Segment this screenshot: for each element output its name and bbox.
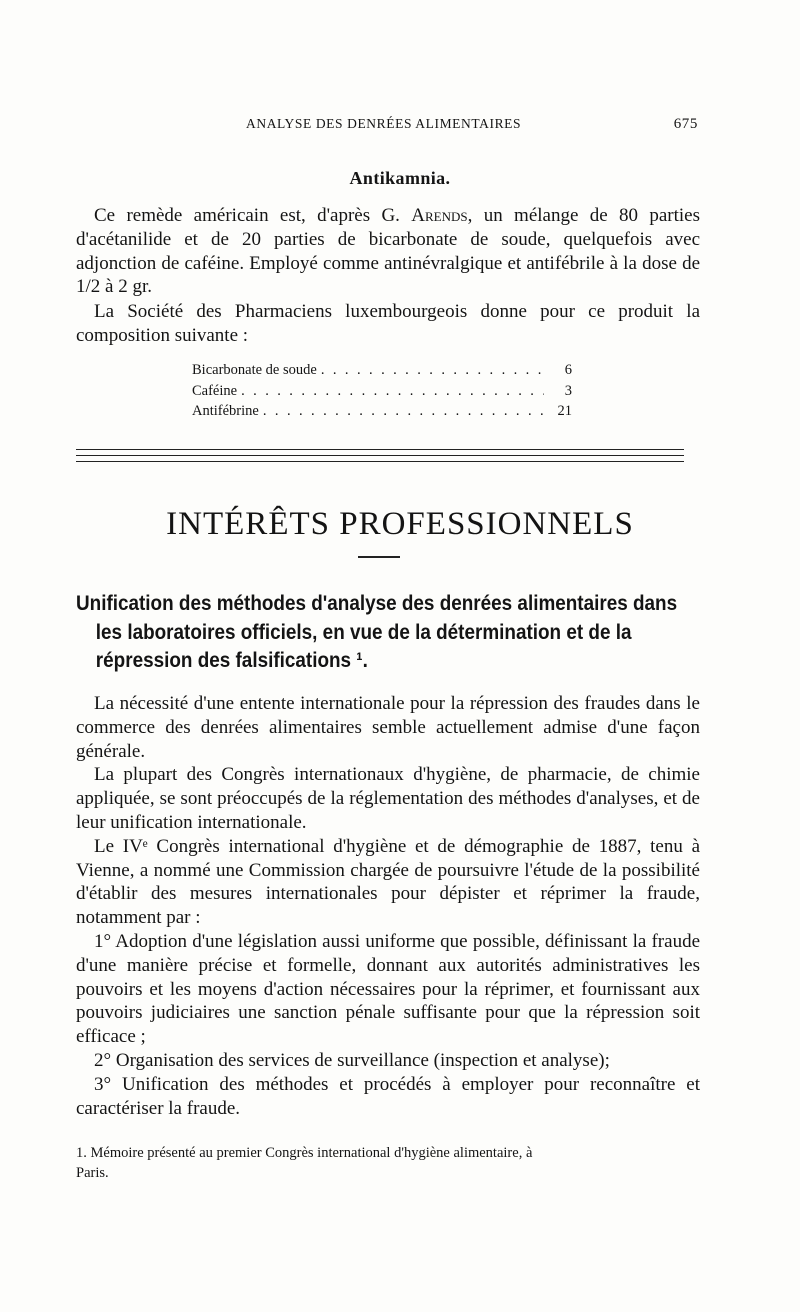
footnote <box>76 1143 700 1183</box>
section-heading: INTÉRÊTS PROFESSIONNELS <box>166 506 634 542</box>
p1-before: Ce remède américain est, d'après G. <box>94 205 412 226</box>
leader-dots <box>259 401 544 422</box>
article-title-line: répression des falsifications ¹. <box>95 649 368 672</box>
composition-value: 6 <box>564 362 572 378</box>
footnote-line: Paris. <box>76 1165 109 1181</box>
composition-list <box>192 360 572 422</box>
body-paragraph: La plupart des Congrès internationaux d'hygiène, de pharmacie, de chimie appliquée, se sont préoccupés de la réglementation des méthodes d'analyses, et de leur unification internationale. <box>76 764 700 833</box>
composition-row <box>192 360 572 381</box>
composition-value: 21 <box>557 403 572 419</box>
antikamnia-paragraph-1 <box>76 204 700 299</box>
heading-underline <box>358 556 400 558</box>
composition-value: 3 <box>564 382 572 399</box>
body-paragraph: 3° Unification des méthodes et procédés à employer pour reconnaître et caractériser la fraude. <box>76 1073 700 1119</box>
article-title-line: les laboratoires officiels, en vue de la détermination et de la <box>95 620 632 644</box>
leader-dots <box>317 360 544 381</box>
leader-dots <box>237 381 544 402</box>
page-number: 675 <box>673 116 698 132</box>
article-title <box>76 590 678 676</box>
divider-rule <box>76 449 684 450</box>
p1-after: , un mélange de 80 parties d'acétanilide et de 20 parties de bicarbonate de soude, quelquefois avec adjonction de caféine. Employé comme antinévralgique et antifébrile à la dose de 1/2 à 2 gr. <box>76 205 701 298</box>
article-title-line: Unification des méthodes d'analyse des denrées alimentaires dans <box>76 592 678 615</box>
footnote-line: 1. Mémoire présenté au premier Congrès international d'hygiène alimentaire, à <box>76 1145 533 1161</box>
author-name: Arends <box>411 205 468 226</box>
divider-rule <box>76 461 684 462</box>
antikamnia-title: Antikamnia. <box>349 168 451 188</box>
composition-name: Antifébrine <box>192 403 259 419</box>
composition-name: Caféine <box>192 382 238 399</box>
divider-rule <box>76 455 684 456</box>
composition-name: Bicarbonate de soude <box>192 362 317 378</box>
body-paragraph: La nécessité d'une entente internationale pour la répression des fraudes dans le commerce des denrées alimentaires semble actuellement admise d'une façon générale. <box>76 693 700 762</box>
article-body <box>76 692 700 1120</box>
composition-row <box>192 401 572 422</box>
antikamnia-paragraph-2: La Société des Pharmaciens luxembourgeois donne pour ce produit la composition suivante : <box>76 301 700 346</box>
composition-row <box>192 381 572 402</box>
body-paragraph: 2° Organisation des services de surveillance (inspection et analyse); <box>94 1049 610 1071</box>
body-paragraph: 1° Adoption d'une législation aussi uniforme que possible, définissant la fraude d'une manière précise et formelle, donnant aux autorités administratives les pouvoirs et les moyens d'action nécessaires pour la réprimer, et fournissant aux pouvoirs judiciaires une sanction pénale suffisante pour que la répression soit efficace ; <box>76 930 700 1048</box>
body-paragraph: Le IVᵉ Congrès international d'hygiène et de démographie de 1887, tenu à Vienne, a nommé une Commission chargée de poursuivre l'étude de la possibilité d'établir des mesures internationales pour dépister et réprimer la fraude, notamment par : <box>76 835 700 929</box>
running-head-title: ANALYSE DES DENRÉES ALIMENTAIRES <box>246 116 522 131</box>
